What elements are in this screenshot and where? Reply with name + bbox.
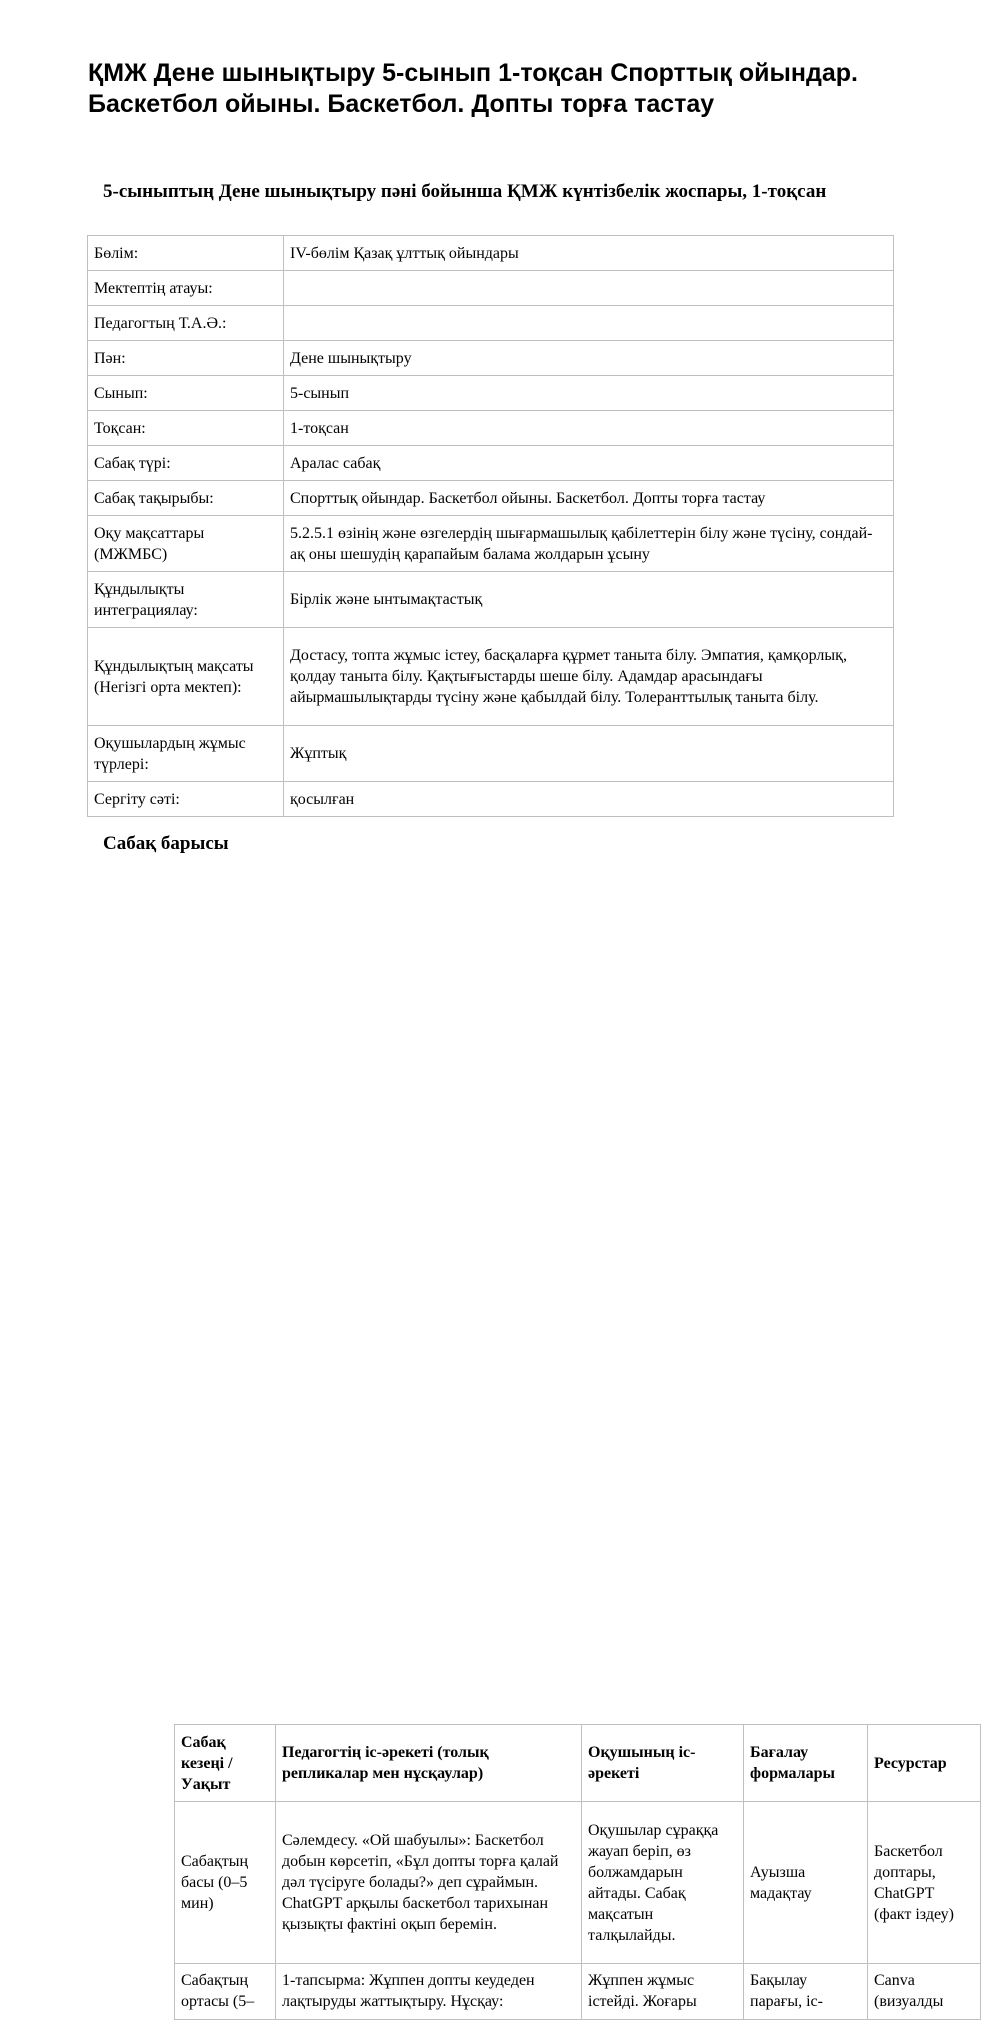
cell-stage: Сабақтың басы (0–5 мин): [175, 1802, 276, 1964]
cell-resources: Canva (визуалды: [868, 1964, 981, 2020]
info-value: Аралас сабақ: [284, 446, 894, 481]
info-row-teacher: [88, 306, 894, 341]
info-row-quarter: [88, 411, 894, 446]
table-row: [175, 1802, 981, 1964]
info-row-section: [88, 236, 894, 271]
info-row-lesson-topic: [88, 481, 894, 516]
cell-student-activity: Жұппен жұмыс істейді. Жоғары: [582, 1964, 744, 2020]
info-row-subject: [88, 341, 894, 376]
info-label: Сабақ түрі:: [88, 446, 284, 481]
info-label: Пән:: [88, 341, 284, 376]
info-value: Бірлік және ынтымақтастық: [284, 572, 894, 628]
lesson-info-table: [87, 235, 894, 817]
info-value: 5-сынып: [284, 376, 894, 411]
info-value: 5.2.5.1 өзінің және өзгелердің шығармашылық қабілеттерін білу және түсіну, сондай-ақ оны шешудің қарапайым балама жолдарын ұсыну: [284, 516, 894, 572]
cell-teacher-activity: Сәлемдесу. «Ой шабуылы»: Баскетбол добын көрсетіп, «Бұл допты торға қалай дәл түсіруге болады?» деп сұраймын. ChatGPT арқылы баскетбол тарихынан қызықты фактіні оқып беремін.: [276, 1802, 582, 1964]
document-title: ҚМЖ Дене шынықтыру 5-сынып 1-тоқсан Спорттық ойындар. Баскетбол ойыны. Баскетбол. Допты торға тастау: [88, 59, 858, 118]
cell-student-activity: Оқушылар сұраққа жауап беріп, өз болжамдарын айтады. Сабақ мақсатын талқылайды.: [582, 1802, 744, 1964]
info-value: IV-бөлім Қазақ ұлттық ойындары: [284, 236, 894, 271]
cell-teacher-activity: 1-тапсырма: Жұппен допты кеудеден лақтыруды жаттықтыру. Нұсқау:: [276, 1964, 582, 2020]
info-row-value-goal: [88, 628, 894, 726]
header-stage: Сабақ кезеңі / Уақыт: [175, 1725, 276, 1802]
lesson-table-viewport: [87, 862, 954, 2010]
header-teacher-activity: Педагогтің іс-әрекеті (толық репликалар мен нұсқаулар): [276, 1725, 582, 1802]
info-value: 1-тоқсан: [284, 411, 894, 446]
info-row-value-integration: [88, 572, 894, 628]
info-label: Сабақ тақырыбы:: [88, 481, 284, 516]
info-value: қосылған: [284, 782, 894, 817]
info-row-grade: [88, 376, 894, 411]
lesson-flow-title: Сабақ барысы: [103, 833, 229, 854]
info-value: Спорттық ойындар. Баскетбол ойыны. Баскетбол. Допты торға тастау: [284, 481, 894, 516]
info-value: [284, 271, 894, 306]
info-row-lesson-type: [88, 446, 894, 481]
cell-assessment: Ауызша мадақтау: [744, 1802, 868, 1964]
info-value: Жұптық: [284, 726, 894, 782]
cell-assessment: Бақылау парағы, іс-: [744, 1964, 868, 2020]
info-label: Оқу мақсаттары (МЖМБС): [88, 516, 284, 572]
lesson-header-row: [175, 1725, 981, 1802]
info-label: Құндылықты интеграциялау:: [88, 572, 284, 628]
header-student-activity: Оқушының іс-әрекеті: [582, 1725, 744, 1802]
info-value: Достасу, топта жұмыс істеу, басқаларға құрмет таныта білу. Эмпатия, қамқорлық, қолдау таныта білу. Қақтығыстарды шеше білу. Адамдар арасындағы айырмашылықтарды түсіну және қабылдай білу. Толеранттылық таныта білу.: [284, 628, 894, 726]
info-label: Педагогтың Т.А.Ә.:: [88, 306, 284, 341]
info-label: Сергіту сәті:: [88, 782, 284, 817]
info-label: Құндылықтың мақсаты (Негізгі орта мектеп):: [88, 628, 284, 726]
cell-resources: Баскетбол доптары, ChatGPT (факт іздеу): [868, 1802, 981, 1964]
info-row-refresh: [88, 782, 894, 817]
info-label: Сынып:: [88, 376, 284, 411]
info-label: Тоқсан:: [88, 411, 284, 446]
info-label: Оқушылардың жұмыс түрлері:: [88, 726, 284, 782]
info-row-school: [88, 271, 894, 306]
cell-stage: Сабақтың ортасы (5–: [175, 1964, 276, 2020]
info-value: [284, 306, 894, 341]
info-label: Бөлім:: [88, 236, 284, 271]
header-assessment: Бағалау формалары: [744, 1725, 868, 1802]
lesson-flow-table: [174, 1724, 981, 2020]
info-value: Дене шынықтыру: [284, 341, 894, 376]
info-row-objectives: [88, 516, 894, 572]
header-resources: Ресурстар: [868, 1725, 981, 1802]
info-label: Мектептің атауы:: [88, 271, 284, 306]
plan-subtitle: 5-сыныптың Дене шынықтыру пәні бойынша ҚМЖ күнтізбелік жоспары, 1-тоқсан: [103, 181, 827, 202]
table-row: [175, 1964, 981, 2020]
info-row-work-types: [88, 726, 894, 782]
